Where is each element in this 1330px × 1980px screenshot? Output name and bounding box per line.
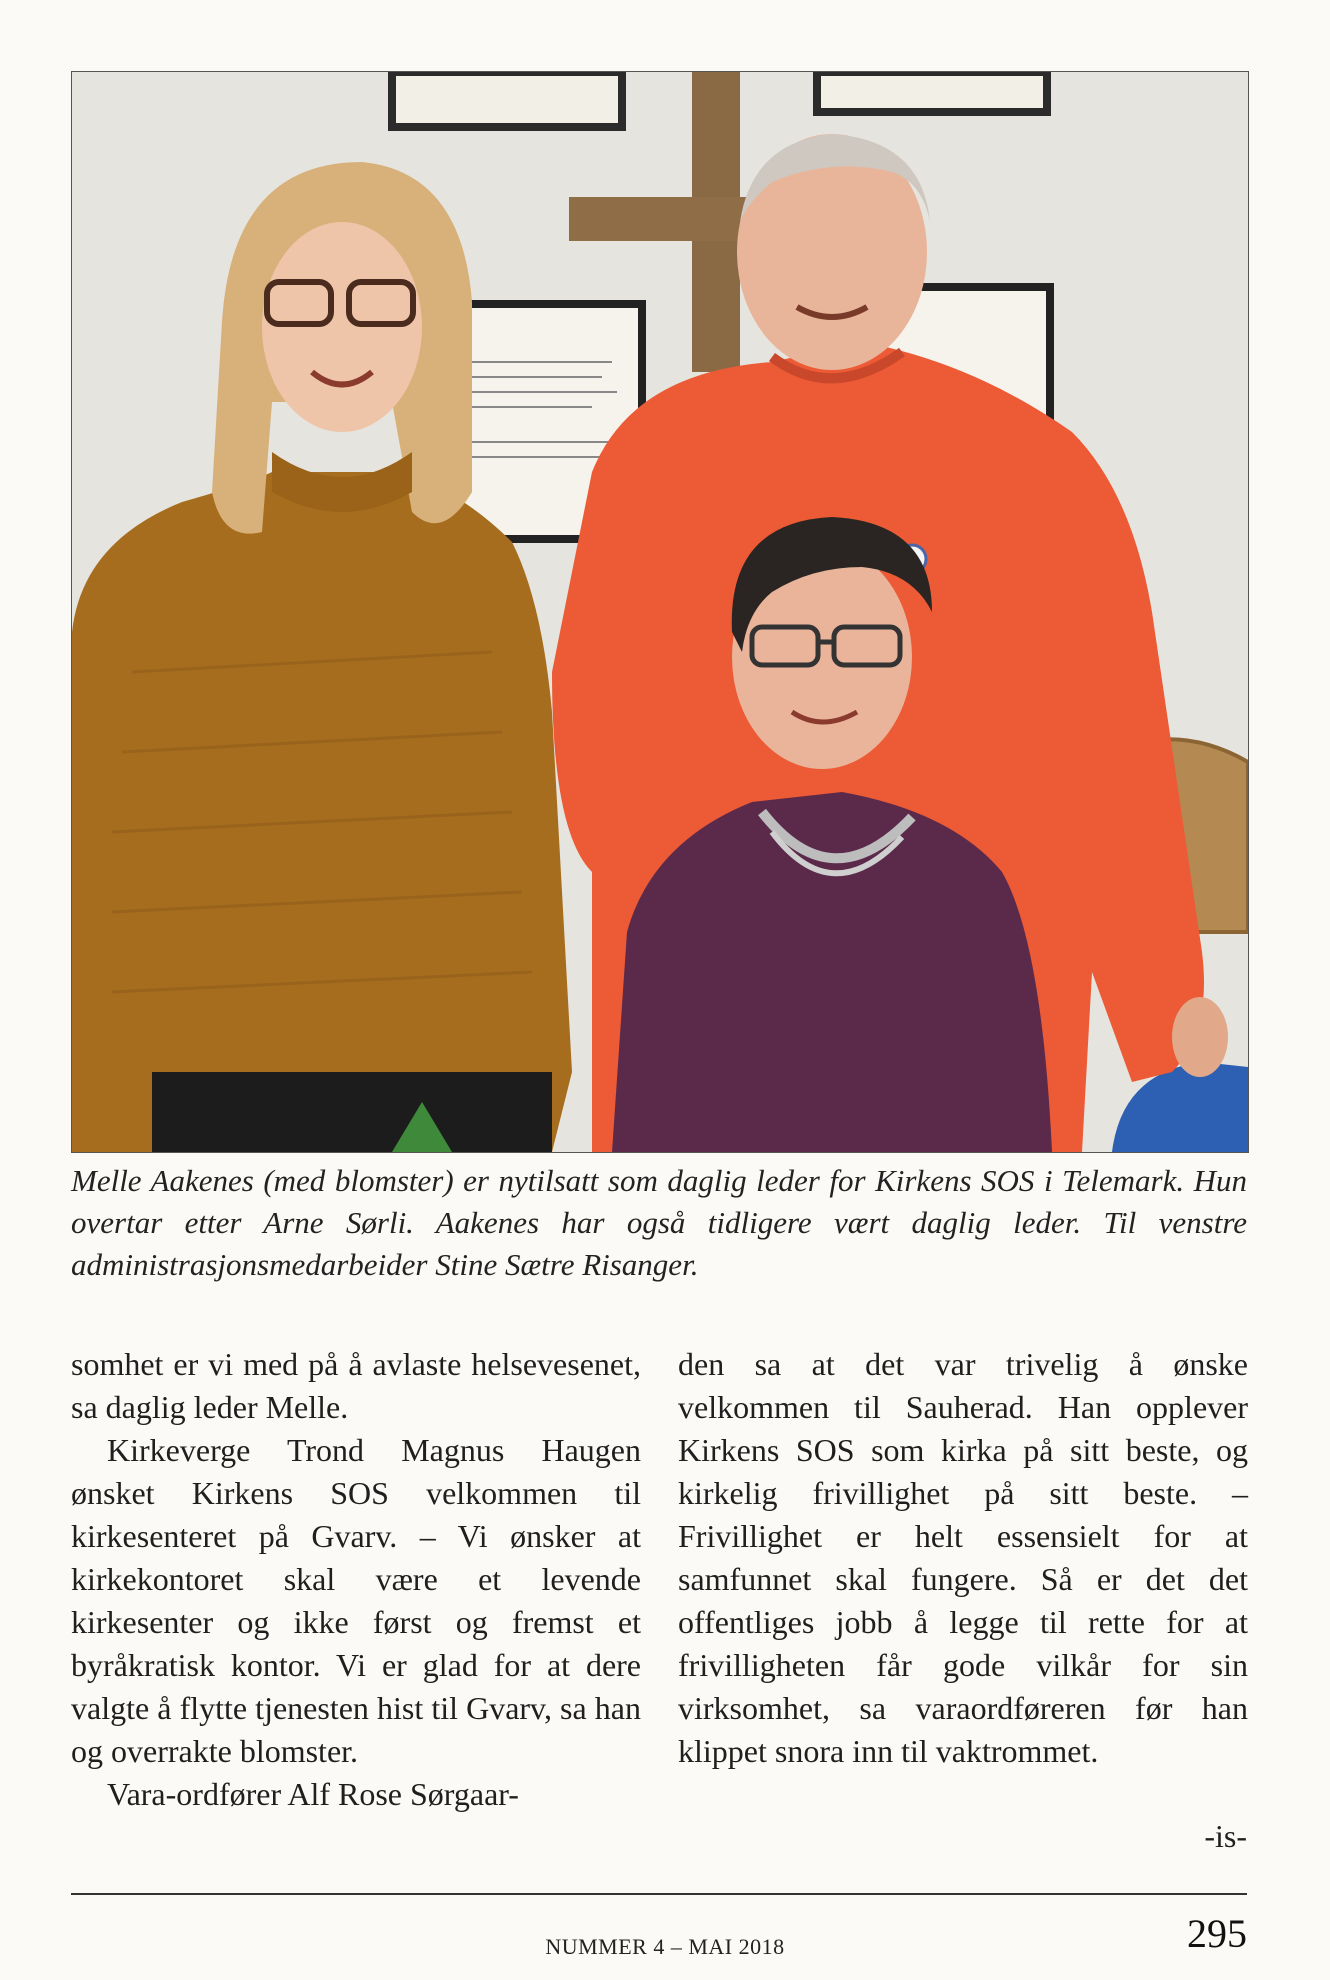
author-signoff: -is- [1204,1818,1247,1854]
paragraph: Vara-ordfører Alf Rose Sørgaar- [107,1776,519,1812]
paragraph: somhet er vi med på å avlaste helsevesenet, sa daglig leder Melle. [71,1346,641,1425]
photo-caption: Melle Aakenes (med blomster) er nytilsatt som daglig leder for Kirkens SOS i Telemark. Hun overtar etter Arne Sørli. Aakenes har også tidligere vært daglig leder. Til venstre administrasjonsmedarbeider Stine Sætre Risanger. [71,1163,1247,1282]
group-photo-illustration [72,72,1248,1152]
group-photo [71,71,1249,1153]
paragraph: den sa at det var trivelig å ønske velkommen til Sauherad. Han opplever Kirkens SOS som kirka på sitt beste, og kirkelig frivillighet på sitt beste. – Frivillighet er helt essensielt for at samfunnet skal fungere. Så er det det offentliges jobb å legge til rette for at frivilligheten får gode vilkår for sin virksomhet, sa varaordføreren før han klippet snora inn til vaktrommet. [678,1346,1248,1769]
footer-divider [71,1893,1247,1895]
issue-info: NUMMER 4 – MAI 2018 [545,1934,785,1959]
article-column-left [71,1343,641,1816]
paragraph: Kirkeverge Trond Magnus Haugen ønsket Kirkens SOS velkommen til kirkesenteret på Gvarv. – Vi ønsker at kirkekontoret skal være et levende kirkesenter og ikke først og fremst et byråkratisk kontor. Vi er glad for at dere valgte å flytte tjenesten hist til Gvarv, sa han og overrakte blomster. [71,1432,641,1769]
article-column-right [678,1343,1248,1773]
page-number: 295 [1187,1911,1247,1956]
